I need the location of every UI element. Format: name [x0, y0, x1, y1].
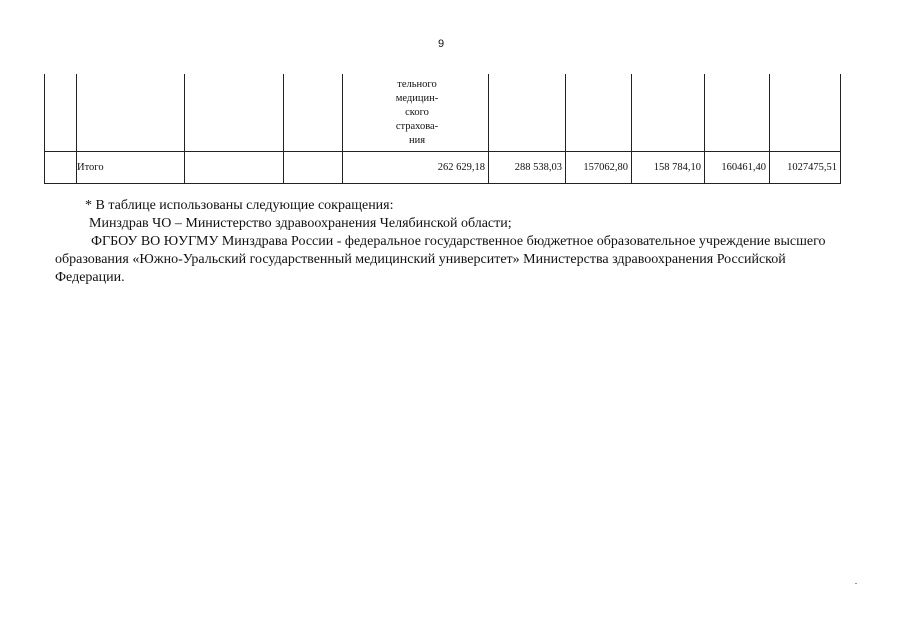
total-value-cell: 158 784,10 — [632, 152, 705, 184]
table-cell — [45, 74, 77, 152]
table-cell — [632, 74, 705, 152]
notes-intro: * В таблице использованы следующие сокращения: — [85, 198, 394, 213]
table-cell — [185, 74, 284, 152]
total-value-cell: 1027475,51 — [770, 152, 841, 184]
table-cell — [489, 74, 566, 152]
table-cell — [284, 74, 343, 152]
page-number: 9 — [438, 38, 445, 50]
table-cell — [705, 74, 770, 152]
wrapped-text-line: медицин- — [395, 92, 439, 104]
scan-speck — [855, 583, 857, 584]
total-value-cell: 157062,80 — [566, 152, 632, 184]
table-row-total — [45, 152, 841, 184]
wrapped-text-line: тельного — [397, 78, 437, 90]
budget-table — [44, 74, 841, 184]
table-row — [45, 74, 841, 152]
abbreviation-item: Минздрав ЧО – Министерство здравоохранения Челябинской области; — [89, 216, 512, 231]
table-cell — [770, 74, 841, 152]
table-cell — [77, 74, 185, 152]
abbreviations-notes — [55, 197, 845, 287]
wrapped-text-line: ния — [408, 134, 426, 146]
abbreviation-item: ФГБОУ ВО ЮУГМУ Минздрава России - федеральное государственное бюджетное образовательное учреждение высшего образования «Южно-Уральский государственный медицинский университет» Министерства здравоохранения Российской Федерации. — [55, 234, 826, 285]
table-cell — [566, 74, 632, 152]
table-cell — [284, 152, 343, 184]
wrapped-text-line: страхова- — [395, 120, 439, 132]
total-value-cell: 262 629,18 — [343, 152, 489, 184]
total-label: Итого — [77, 152, 185, 184]
table-cell — [185, 152, 284, 184]
wrapped-text-line: ского — [405, 106, 429, 118]
total-value-cell: 288 538,03 — [489, 152, 566, 184]
table-cell — [45, 152, 77, 184]
total-value-cell: 160461,40 — [705, 152, 770, 184]
table-cell-wrapped-text — [343, 74, 489, 152]
